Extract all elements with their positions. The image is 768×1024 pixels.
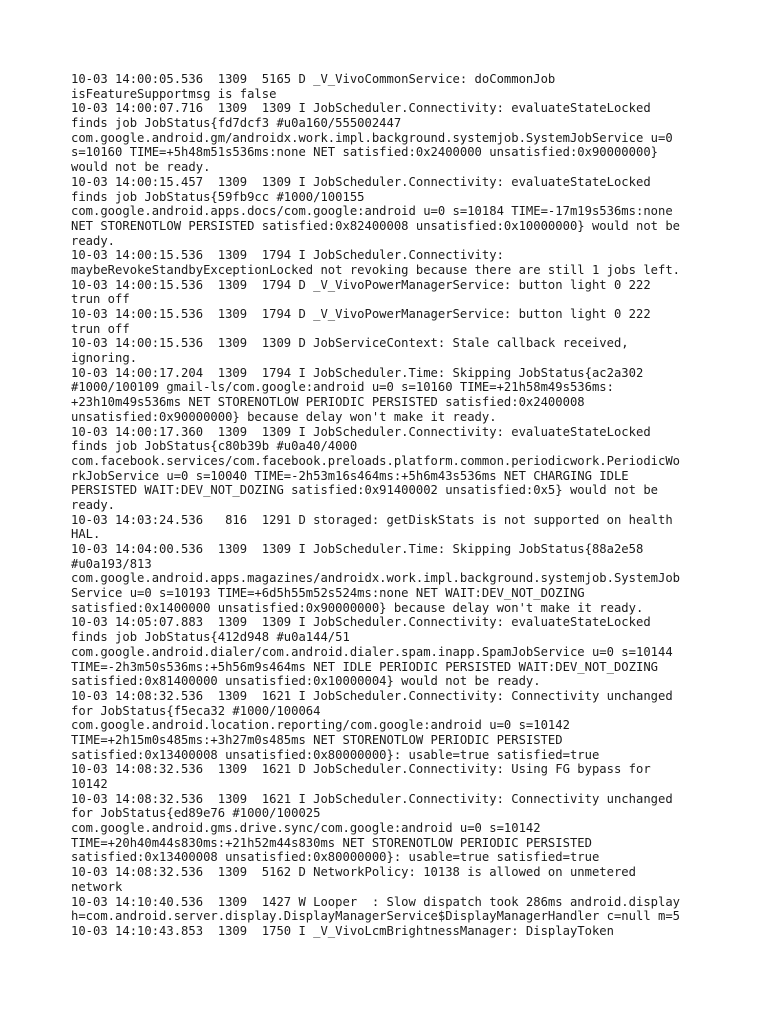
log-line: TIME=-2h3m50s536ms:+5h56m9s464ms NET IDLE PERIODIC PERSISTED WAIT:DEV_NOT_DOZING	[71, 659, 658, 674]
log-line: maybeRevokeStandbyExceptionLocked not revoking because there are still 1 jobs left.	[71, 262, 681, 277]
log-line: ignoring.	[71, 351, 138, 366]
log-line: PERSISTED WAIT:DEV_NOT_DOZING satisfied:0x91400002 unsatisfied:0x5} would not be	[71, 483, 658, 498]
log-line: com.google.android.apps.docs/com.google:android u=0 s=10184 TIME=-17m19s536ms:none	[71, 204, 673, 219]
log-line: com.facebook.services/com.facebook.preloads.platform.common.periodicwork.PeriodicWo	[71, 453, 681, 468]
log-line: unsatisfied:0x90000000} because delay won't make it ready.	[71, 409, 497, 424]
log-line: for JobStatus{ed89e76 #1000/100025	[71, 806, 321, 821]
log-line: 10-03 14:00:15.536 1309 1794 D _V_VivoPowerManagerService: button light 0 222	[71, 277, 651, 292]
log-line: finds job JobStatus{412d948 #u0a144/51	[71, 630, 350, 645]
log-line: TIME=+20h40m44s830ms:+21h52m44s830ms NET STORENOTLOW PERIODIC PERSISTED	[71, 835, 592, 850]
log-line: finds job JobStatus{59fb9cc #1000/100155	[71, 189, 365, 204]
log-line: s=10160 TIME=+5h48m51s536ms:none NET satisfied:0x2400000 unsatisfied:0x90000000}	[71, 145, 658, 160]
log-line: h=com.android.server.display.DisplayManagerService$DisplayManagerHandler c=null m=5	[71, 909, 681, 924]
log-line: Service u=0 s=10193 TIME=+6d5h55m52s524ms:none NET WAIT:DEV_NOT_DOZING	[71, 586, 585, 601]
log-line: network	[71, 879, 123, 894]
log-line: com.google.android.gm/androidx.work.impl.background.systemjob.SystemJobService u=0	[71, 130, 673, 145]
log-line: 10-03 14:00:05.536 1309 5165 D _V_VivoCommonService: doCommonJob	[71, 72, 556, 86]
log-line: HAL.	[71, 527, 101, 542]
log-line: satisfied:0x1400000 unsatisfied:0x90000000} because delay won't make it ready.	[71, 600, 644, 615]
log-line: com.google.android.gms.drive.sync/com.google:android u=0 s=10142	[71, 821, 541, 836]
log-line: 10-03 14:05:07.883 1309 1309 I JobScheduler.Connectivity: evaluateStateLocked	[71, 615, 651, 630]
log-line: 10-03 14:08:32.536 1309 1621 I JobScheduler.Connectivity: Connectivity unchanged	[71, 688, 673, 703]
log-line: finds job JobStatus{c80b39b #u0a40/4000	[71, 439, 358, 454]
log-line: 10142	[71, 777, 108, 791]
log-line: 10-03 14:10:40.536 1309 1427 W Looper : Slow dispatch took 286ms android.display	[71, 894, 681, 909]
log-line: 10-03 14:03:24.536 816 1291 D storaged: getDiskStats is not supported on health	[71, 512, 673, 527]
log-line: 10-03 14:00:15.536 1309 1794 I JobScheduler.Connectivity:	[71, 248, 504, 263]
log-line: 10-03 14:08:32.536 1309 5162 D NetworkPolicy: 10138 is allowed on unmetered	[71, 865, 636, 880]
log-line: 10-03 14:04:00.536 1309 1309 I JobScheduler.Time: Skipping JobStatus{88a2e58	[71, 542, 644, 556]
log-line: would not be ready.	[71, 160, 211, 175]
log-line: +23h10m49s536ms NET STORENOTLOW PERIODIC PERSISTED satisfied:0x2400008	[71, 395, 585, 410]
log-line: 10-03 14:00:15.536 1309 1794 D _V_VivoPowerManagerService: button light 0 222	[71, 307, 651, 321]
log-line: isFeatureSupportmsg is false	[71, 86, 277, 101]
log-line: com.google.android.dialer/com.android.dialer.spam.inapp.SpamJobService u=0 s=10144	[71, 644, 673, 659]
log-line: 10-03 14:00:17.204 1309 1794 I JobScheduler.Time: Skipping JobStatus{ac2a302	[71, 365, 644, 380]
log-line: 10-03 14:00:15.457 1309 1309 I JobScheduler.Connectivity: evaluateStateLocked	[71, 174, 651, 189]
log-line: #u0a193/813	[71, 556, 152, 571]
log-line: ready.	[71, 233, 116, 248]
log-line: TIME=+2h15m0s485ms:+3h27m0s485ms NET STORENOTLOW PERIODIC PERSISTED	[71, 732, 563, 747]
log-line: 10-03 14:00:15.536 1309 1309 D JobServiceContext: Stale callback received,	[71, 336, 629, 351]
log-line: satisfied:0x81400000 unsatisfied:0x10000004} would not be ready.	[71, 674, 541, 689]
log-line: 10-03 14:10:43.853 1309 1750 I _V_VivoLcmBrightnessManager: DisplayToken	[71, 923, 614, 938]
log-line: for JobStatus{f5eca32 #1000/100064	[71, 703, 321, 718]
log-line: com.google.android.location.reporting/com.google:android u=0 s=10142	[71, 718, 570, 733]
log-line: trun off	[71, 321, 130, 336]
log-line: trun off	[71, 292, 130, 307]
log-line: 10-03 14:00:07.716 1309 1309 I JobScheduler.Connectivity: evaluateStateLocked	[71, 101, 651, 116]
log-line: 10-03 14:08:32.536 1309 1621 I JobScheduler.Connectivity: Connectivity unchanged	[71, 791, 673, 806]
log-line: NET STORENOTLOW PERSISTED satisfied:0x82400008 unsatisfied:0x10000000} would not be	[71, 218, 681, 233]
log-line: ready.	[71, 497, 116, 512]
log-line: 10-03 14:08:32.536 1309 1621 D JobScheduler.Connectivity: Using FG bypass for	[71, 762, 651, 777]
log-line: #1000/100109 gmail-ls/com.google:android u=0 s=10160 TIME=+21h58m49s536ms:	[71, 380, 614, 395]
log-line: com.google.android.apps.magazines/androidx.work.impl.background.systemjob.SystemJob	[71, 571, 681, 586]
log-line: 10-03 14:00:17.360 1309 1309 I JobScheduler.Connectivity: evaluateStateLocked	[71, 424, 651, 439]
log-line: finds job JobStatus{fd7dcf3 #u0a160/555002447	[71, 116, 402, 131]
log-line: rkJobService u=0 s=10040 TIME=-2h53m16s464ms:+5h6m43s536ms NET CHARGING IDLE	[71, 468, 629, 483]
log-line: satisfied:0x13400008 unsatisfied:0x80000000}: usable=true satisfied=true	[71, 747, 600, 762]
log-line: satisfied:0x13400008 unsatisfied:0x80000000}: usable=true satisfied=true	[71, 850, 600, 865]
log-text-block	[71, 72, 701, 939]
